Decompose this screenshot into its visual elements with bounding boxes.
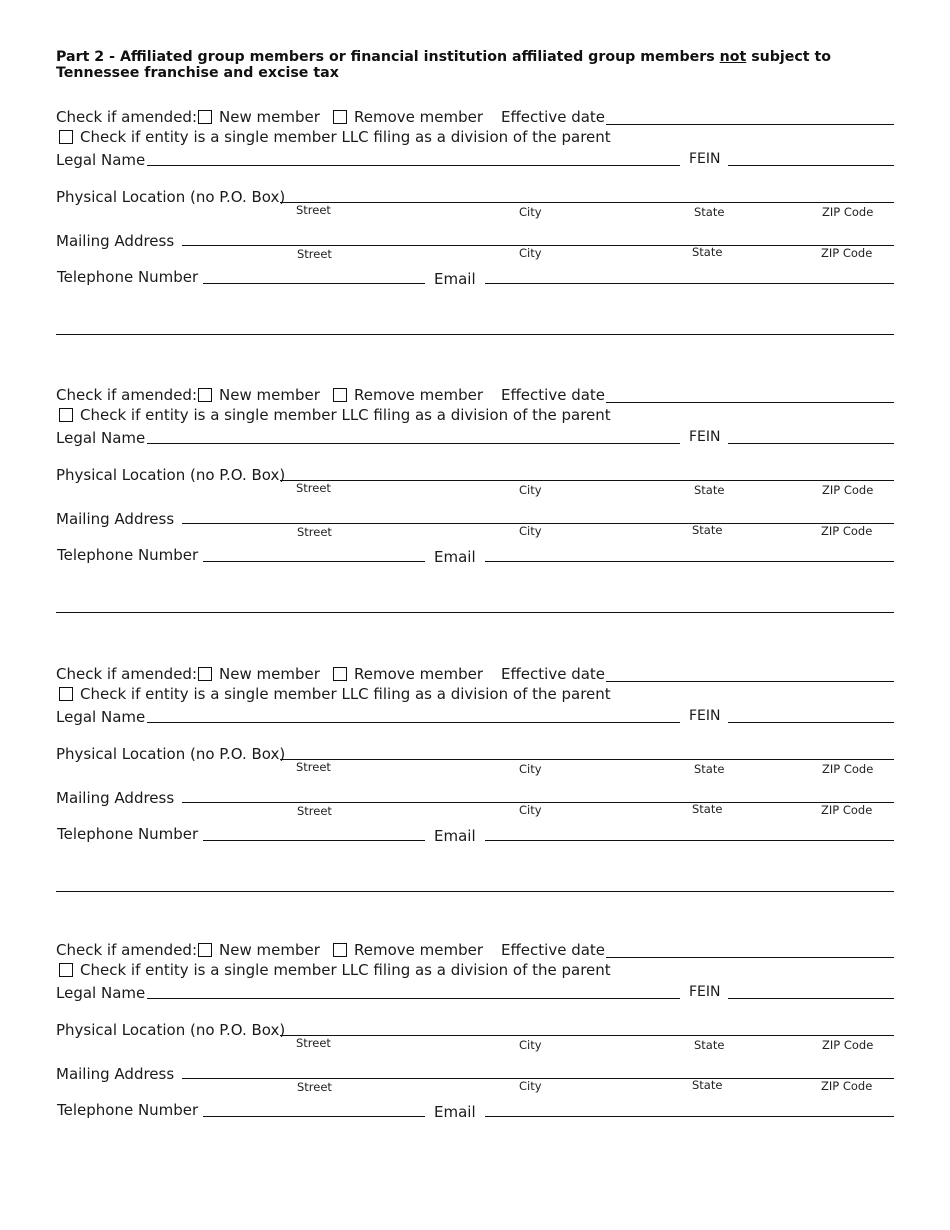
physical-location-field[interactable]: [280, 480, 894, 481]
mailing-city-caption: City: [519, 1079, 542, 1093]
email-field[interactable]: [485, 283, 894, 284]
new-member-label: New member: [219, 108, 320, 126]
email-field[interactable]: [485, 1116, 894, 1117]
email-label: Email: [434, 548, 476, 566]
single-member-llc-label: Check if entity is a single member LLC filing as a division of the parent: [80, 128, 611, 146]
fein-label: FEIN: [689, 984, 721, 1000]
mailing-city-caption: City: [519, 246, 542, 260]
physical-city-caption: City: [519, 762, 542, 776]
fein-label: FEIN: [689, 708, 721, 724]
physical-zip-caption: ZIP Code: [822, 205, 874, 219]
physical-location-field[interactable]: [280, 1035, 894, 1036]
telephone-number-label: Telephone Number: [57, 268, 199, 286]
physical-location-label: Physical Location (no P.O. Box): [56, 466, 286, 484]
effective-date-label: Effective date: [501, 665, 606, 683]
mailing-zip-caption: ZIP Code: [821, 246, 873, 260]
title-text: Part 2 - Affiliated group members or financial institution affiliated group members: [56, 49, 720, 65]
mailing-zip-caption: ZIP Code: [821, 524, 873, 538]
section-divider: [56, 891, 894, 892]
mailing-address-label: Mailing Address: [56, 510, 175, 528]
email-field[interactable]: [485, 561, 894, 562]
remove-member-checkbox[interactable]: [333, 943, 347, 957]
mailing-city-caption: City: [519, 803, 542, 817]
fein-label: FEIN: [689, 429, 721, 445]
title-underlined-word: not: [719, 49, 747, 65]
mailing-zip-caption: ZIP Code: [821, 1079, 873, 1093]
fein-field[interactable]: [728, 998, 894, 999]
remove-member-checkbox[interactable]: [333, 388, 347, 402]
effective-date-field[interactable]: [606, 402, 894, 403]
mailing-state-caption: State: [692, 523, 723, 537]
remove-member-checkbox[interactable]: [333, 110, 347, 124]
member-block-3: [0, 657, 950, 917]
new-member-checkbox[interactable]: [198, 667, 212, 681]
legal-name-label: Legal Name: [56, 984, 146, 1002]
effective-date-field[interactable]: [606, 681, 894, 682]
mailing-address-label: Mailing Address: [56, 789, 175, 807]
telephone-number-label: Telephone Number: [57, 546, 199, 564]
mailing-state-caption: State: [692, 1078, 723, 1092]
single-member-llc-label: Check if entity is a single member LLC filing as a division of the parent: [80, 406, 611, 424]
legal-name-field[interactable]: [147, 165, 680, 166]
physical-city-caption: City: [519, 205, 542, 219]
telephone-number-field[interactable]: [203, 561, 425, 562]
physical-street-caption: Street: [296, 481, 331, 495]
mailing-street-caption: Street: [297, 1080, 332, 1094]
single-member-llc-checkbox[interactable]: [59, 130, 73, 144]
mailing-street-caption: Street: [297, 525, 332, 539]
physical-state-caption: State: [694, 205, 725, 219]
email-label: Email: [434, 1103, 476, 1121]
mailing-state-caption: State: [692, 802, 723, 816]
new-member-label: New member: [219, 941, 320, 959]
legal-name-field[interactable]: [147, 998, 680, 999]
physical-street-caption: Street: [296, 760, 331, 774]
new-member-checkbox[interactable]: [198, 388, 212, 402]
fein-label: FEIN: [689, 151, 721, 167]
mailing-street-caption: Street: [297, 247, 332, 261]
single-member-llc-label: Check if entity is a single member LLC filing as a division of the parent: [80, 961, 611, 979]
legal-name-label: Legal Name: [56, 429, 146, 447]
fein-field[interactable]: [728, 722, 894, 723]
mailing-street-caption: Street: [297, 804, 332, 818]
fein-field[interactable]: [728, 443, 894, 444]
section-title: [56, 49, 906, 81]
member-block-4: [0, 933, 950, 1193]
fein-field[interactable]: [728, 165, 894, 166]
mailing-state-caption: State: [692, 245, 723, 259]
physical-location-field[interactable]: [280, 202, 894, 203]
single-member-llc-checkbox[interactable]: [59, 687, 73, 701]
mailing-city-caption: City: [519, 524, 542, 538]
physical-location-field[interactable]: [280, 759, 894, 760]
single-member-llc-checkbox[interactable]: [59, 963, 73, 977]
remove-member-label: Remove member: [354, 665, 484, 683]
remove-member-label: Remove member: [354, 941, 484, 959]
check-if-amended-label: Check if amended:: [56, 941, 197, 959]
physical-street-caption: Street: [296, 203, 331, 217]
physical-zip-caption: ZIP Code: [822, 762, 874, 776]
check-if-amended-label: Check if amended:: [56, 386, 197, 404]
physical-city-caption: City: [519, 1038, 542, 1052]
legal-name-label: Legal Name: [56, 151, 146, 169]
telephone-number-field[interactable]: [203, 1116, 425, 1117]
physical-location-label: Physical Location (no P.O. Box): [56, 745, 286, 763]
title-text-end: subject to Tennessee franchise and excise tax: [56, 49, 832, 81]
single-member-llc-label: Check if entity is a single member LLC filing as a division of the parent: [80, 685, 611, 703]
member-block-1: [0, 100, 950, 360]
telephone-number-label: Telephone Number: [57, 1101, 199, 1119]
telephone-number-label: Telephone Number: [57, 825, 199, 843]
check-if-amended-label: Check if amended:: [56, 108, 197, 126]
physical-zip-caption: ZIP Code: [822, 483, 874, 497]
section-divider: [56, 612, 894, 613]
new-member-label: New member: [219, 665, 320, 683]
remove-member-label: Remove member: [354, 386, 484, 404]
email-field[interactable]: [485, 840, 894, 841]
telephone-number-field[interactable]: [203, 283, 425, 284]
effective-date-field[interactable]: [606, 957, 894, 958]
physical-location-label: Physical Location (no P.O. Box): [56, 188, 286, 206]
legal-name-field[interactable]: [147, 443, 680, 444]
mailing-zip-caption: ZIP Code: [821, 803, 873, 817]
effective-date-label: Effective date: [501, 108, 606, 126]
telephone-number-field[interactable]: [203, 840, 425, 841]
remove-member-checkbox[interactable]: [333, 667, 347, 681]
mailing-address-label: Mailing Address: [56, 232, 175, 250]
email-label: Email: [434, 827, 476, 845]
physical-location-label: Physical Location (no P.O. Box): [56, 1021, 286, 1039]
physical-state-caption: State: [694, 1038, 725, 1052]
check-if-amended-label: Check if amended:: [56, 665, 197, 683]
member-block-2: [0, 378, 950, 638]
single-member-llc-checkbox[interactable]: [59, 408, 73, 422]
new-member-checkbox[interactable]: [198, 110, 212, 124]
legal-name-label: Legal Name: [56, 708, 146, 726]
effective-date-label: Effective date: [501, 941, 606, 959]
new-member-label: New member: [219, 386, 320, 404]
effective-date-label: Effective date: [501, 386, 606, 404]
physical-state-caption: State: [694, 483, 725, 497]
physical-city-caption: City: [519, 483, 542, 497]
new-member-checkbox[interactable]: [198, 943, 212, 957]
section-divider: [56, 334, 894, 335]
remove-member-label: Remove member: [354, 108, 484, 126]
mailing-address-label: Mailing Address: [56, 1065, 175, 1083]
email-label: Email: [434, 270, 476, 288]
effective-date-field[interactable]: [606, 124, 894, 125]
physical-state-caption: State: [694, 762, 725, 776]
physical-zip-caption: ZIP Code: [822, 1038, 874, 1052]
legal-name-field[interactable]: [147, 722, 680, 723]
physical-street-caption: Street: [296, 1036, 331, 1050]
